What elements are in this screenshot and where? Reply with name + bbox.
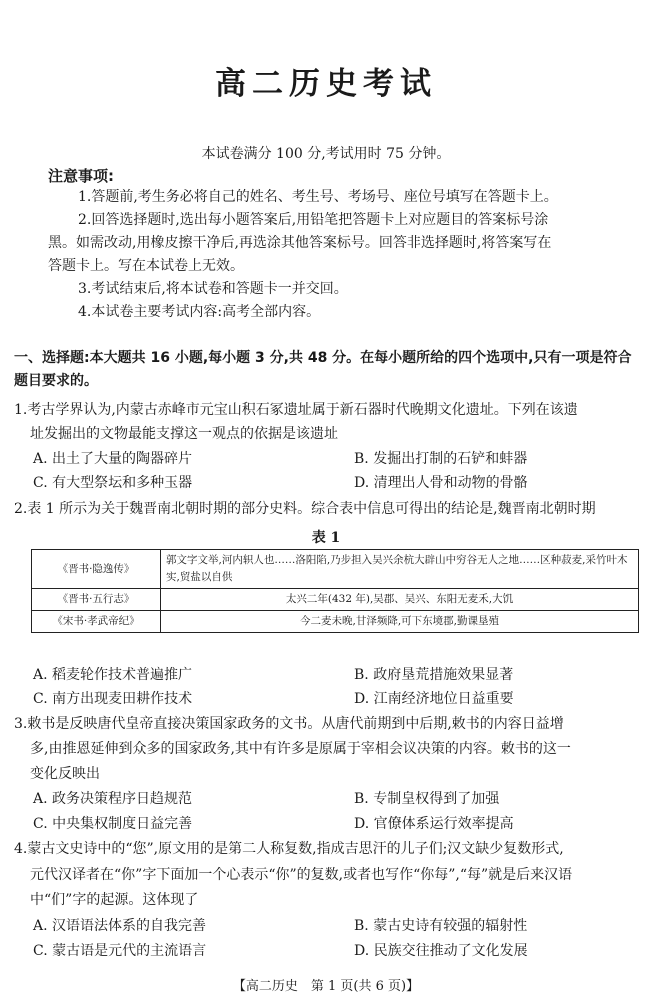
table-row [32,611,639,633]
q3-stem-line-1: 3.敕书是反映唐代皇帝直接决策国家政务的文书。从唐代前期到中后期,敕书的内容日益增 [14,716,564,732]
q4-option-d[interactable]: D. 民族交往推动了文化发展 [354,943,528,959]
q1-option-c[interactable]: C. 有大型祭坛和多种玉器 [33,475,193,491]
source-table [31,549,639,633]
table-row [32,589,639,611]
q4-stem-line-3: 中“们”字的起源。这体现了 [30,892,199,908]
notice-line-3: 黑。如需改动,用橡皮擦干净后,再选涂其他答案标号。回答非选择题时,将答案写在 [48,235,552,251]
q3-stem-line-3: 变化反映出 [30,766,100,782]
exam-subtitle: 本试卷满分 100 分,考试用时 75 分钟。 [201,146,451,162]
table-row [32,550,639,589]
notice-line-6: 4.本试卷主要考试内容:高考全部内容。 [78,304,321,320]
q4-option-a[interactable]: A. 汉语语法体系的自我完善 [33,918,207,934]
q3-option-d[interactable]: D. 官僚体系运行效率提高 [354,816,514,832]
q2-option-c[interactable]: C. 南方出现麦田耕作技术 [33,691,193,707]
table-caption: 表 1 [311,530,341,546]
q1-stem-line-2: 址发掘出的文物最能支撑这一观点的依据是该遗址 [30,426,338,442]
q2-option-b[interactable]: B. 政府垦荒措施效果显著 [354,667,514,683]
table-source-cell: 《晋书·隐逸传》 [32,550,161,589]
section-heading: 一、选择题:本大题共 16 小题,每小题 3 分,共 48 分。在每小题所给的四个选项中,只有一项是符合题目要求的。 [14,350,632,389]
q1-option-b[interactable]: B. 发掘出打制的石铲和蚌器 [354,451,528,467]
q1-option-d[interactable]: D. 清理出人骨和动物的骨骼 [354,475,528,491]
q4-option-c[interactable]: C. 蒙古语是元代的主流语言 [33,943,207,959]
page-footer: 【高二历史 第 1 页(共 6 页)】 [232,979,420,994]
q3-option-c[interactable]: C. 中央集权制度日益完善 [33,816,193,832]
notice-heading: 注意事项: [48,167,114,185]
table-content-cell: 郭文字文举,河内轵人也……洛阳陷,乃步担入吴兴余杭大辟山中穷谷无人之地……区种菽麦,采竹叶木实,贸盐以自供 [161,550,639,589]
q2-option-d[interactable]: D. 江南经济地位日益重要 [354,691,514,707]
q3-stem-line-2: 多,由推恩延伸到众多的国家政务,其中有许多是原属于宰相会议决策的内容。敕书的这一 [30,741,571,757]
table-content-cell: 太兴二年(432 年),吴郡、吴兴、东阳无麦禾,大饥 [161,589,639,611]
q1-stem-line-1: 1.考古学界认为,内蒙古赤峰市元宝山积石冢遗址属于新石器时代晚期文化遗址。下列在该遗 [14,402,578,418]
table-source-cell: 《晋书·五行志》 [32,589,161,611]
notice-line-1: 1.答题前,考生务必将自己的姓名、考生号、考场号、座位号填写在答题卡上。 [78,189,558,205]
q1-option-a[interactable]: A. 出土了大量的陶器碎片 [33,451,193,467]
q3-option-a[interactable]: A. 政务决策程序日趋规范 [33,791,193,807]
notice-line-4: 答题卡上。写在本试卷上无效。 [48,258,244,274]
table-content-cell: 今二麦未晚,甘泽频降,可下东境郡,勤课垦殖 [161,611,639,633]
q3-option-b[interactable]: B. 专制皇权得到了加强 [354,791,500,807]
q4-stem-line-2: 元代汉译者在“你”字下面加一个心表示“你”的复数,或者也写作“你每”,“每”就是后来汉语 [30,867,573,883]
exam-title: 高二历史考试 [215,66,437,102]
q4-stem-line-1: 4.蒙古文史诗中的“您”,原文用的是第二人称复数,指成吉思汗的儿子们;汉文缺少复数形式, [14,841,564,857]
notice-line-2: 2.回答选择题时,选出每小题答案后,用铅笔把答题卡上对应题目的答案标号涂 [78,212,549,228]
q2-option-a[interactable]: A. 稻麦轮作技术普遍推广 [33,667,193,683]
q4-option-b[interactable]: B. 蒙古史诗有较强的辐射性 [354,918,528,934]
notice-line-5: 3.考试结束后,将本试卷和答题卡一并交回。 [78,281,348,297]
q2-stem-line-1: 2.表 1 所示为关于魏晋南北朝时期的部分史料。综合表中信息可得出的结论是,魏晋南北朝时期 [14,501,596,517]
table-source-cell: 《宋书·孝武帝纪》 [32,611,161,633]
